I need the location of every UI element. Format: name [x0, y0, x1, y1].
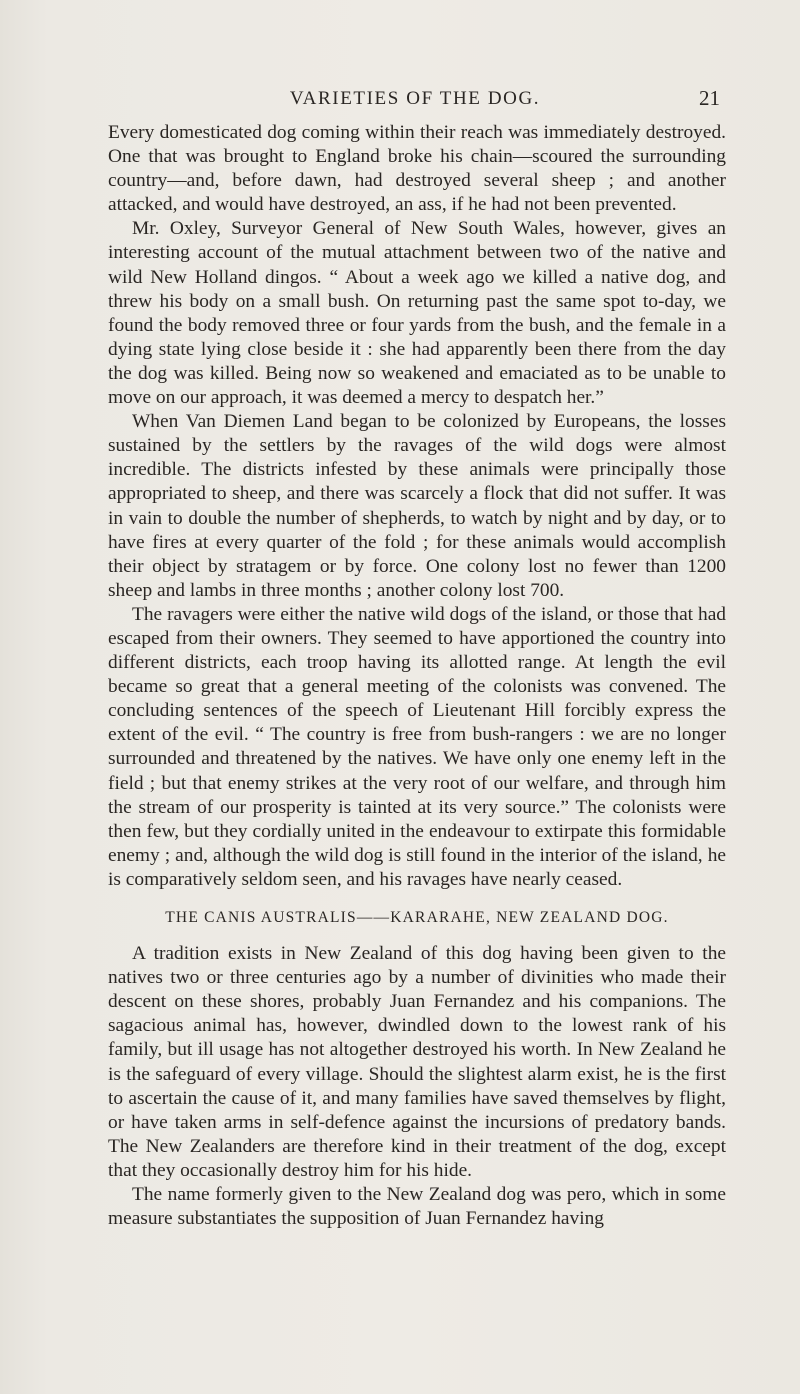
- running-title: VARIETIES OF THE DOG.: [289, 88, 541, 109]
- paragraph: A tradition exists in New Zealand of this dog having been given to the natives two or three centuries ago by a number of divinities who made their descent on these shores, probably Juan Fernandez and his companions. The sagacious animal has, however, dwindled down to the lowest rank of his family, but ill usage has not altogether destroyed his worth. In New Zealand he is the safeguard of every village. Should the slightest alarm exist, he is the first to ascertain the cause of it, and many families have saved themselves by flight, or have taken arms in self-defence against the incursions of predatory bands. The New Zealanders are therefore kind in their treatment of the dog, except that they occasionally destroy him for his hide.: [108, 943, 726, 1181]
- paragraph: When Van Diemen Land began to be colonized by Europeans, the losses sustained by the settlers by the ravages of the wild dogs were almost incredible. The districts infested by these animals were principally those appropriated to sheep, and there was scarcely a flock that did not suffer. It was in vain to double the number of shepherds, to watch by night and by day, or to have fires at every quarter of the fold ; for these animals would accomplish their object by stratagem or by force. One colony lost no fewer than 1200 sheep and lambs in three months ; another colony lost 700.: [108, 411, 726, 601]
- body-text: [108, 121, 726, 1231]
- paragraph: The name formerly given to the New Zealand dog was pero, which in some measure substantiates the supposition of Juan Fernandez having: [108, 1184, 726, 1230]
- paragraph: Mr. Oxley, Surveyor General of New South Wales, however, gives an interesting account of the mutual attachment between two of the native and wild New Holland dingos. “ About a week ago we killed a native dog, and threw his body on a small bush. On returning past the same spot to-day, we found the body removed three or four yards from the bush, and the female in a dying state lying close beside it : she had apparently been there from the day the dog was killed. Being now so weakened and emaciated as to be unable to move on our approach, it was deemed a mercy to despatch her.”: [108, 218, 726, 409]
- page-number: 21: [699, 86, 720, 110]
- paragraph: Every domesticated dog coming within their reach was immediately destroyed. One that was brought to England broke his chain—scoured the surrounding country—and, before dawn, had destroyed several sheep ; and another attacked, and would have destroyed, an ass, if he had not been prevented.: [108, 122, 726, 216]
- paragraph: The ravagers were either the native wild dogs of the island, or those that had escaped from their owners. They seemed to have apportioned the country into different districts, each troop having its allotted range. At length the evil became so great that a general meeting of the colonists was convened. The concluding sentences of the speech of Lieutenant Hill forcibly express the extent of the evil. “ The country is free from bush-rangers : we are no longer surrounded and threatened by the natives. We have only one enemy left in the field ; but that enemy strikes at the very root of our welfare, and through him the stream of our prosperity is tainted at its very source.” The colonists were then few, but they cordially united in the endeavour to extirpate this formidable enemy ; and, although the wild dog is still found in the interior of the island, he is comparatively seldom seen, and his ravages have nearly ceased.: [108, 603, 726, 890]
- running-head: [110, 88, 720, 118]
- section-heading: THE CANIS AUSTRALIS——KARARAHE, NEW ZEALAND DOG.: [165, 909, 669, 926]
